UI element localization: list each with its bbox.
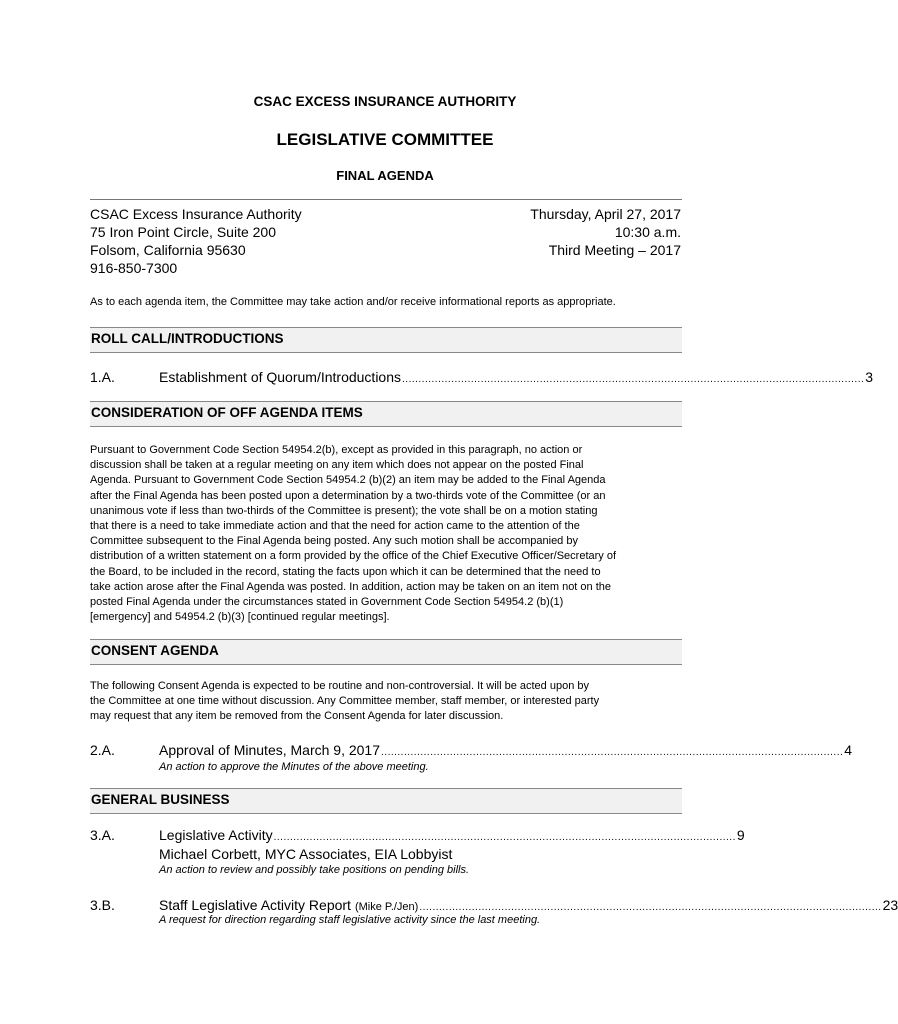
dot-leader: ............................................................................................................................................. [402,374,865,385]
paragraph-line: Agenda. Pursuant to Government Code Section 54954.2 (b)(2) an item may be added to the Final Agenda [90,474,606,487]
item-description: An action to review and possibly take positions on pending bills. [159,864,470,876]
section-header-roll-call [90,327,682,353]
item-description: An action to approve the Minutes of the above meeting. [159,761,429,773]
meeting-label: Third Meeting – 2017 [548,242,681,258]
section-title: CONSENT AGENDA [91,643,219,658]
agenda-item-2a [90,742,853,762]
item-number: 3.A. [90,827,115,843]
paragraph-line: discussion shall be taken at a regular meeting on any item which does not appear on the posted Final [90,459,584,472]
meeting-time: 10:30 a.m. [614,224,681,240]
header-divider [90,199,682,200]
item-number: 2.A. [90,742,115,758]
paragraph-line: Committee subsequent to the Final Agenda being posted. Any such motion shall be accompanied by [90,535,578,548]
meeting-block [530,205,681,259]
item-title: Approval of Minutes, March 9, 2017 [159,742,381,758]
item-number: 3.B. [90,897,115,913]
item-page: 23 [882,897,898,913]
dot-leader: ............................................................................................................................................. [419,902,882,913]
address-street: 75 Iron Point Circle, Suite 200 [90,224,276,240]
section-header-off-agenda [90,401,682,427]
meeting-date: Thursday, April 27, 2017 [530,206,681,222]
paragraph-line: the Board, to be included in the record, stating the facts upon which it can be determined that the need to [90,565,601,578]
paragraph-line: that there is a need to take immediate action and that the need for action came to the attention of the [90,520,580,533]
item-number: 1.A. [90,369,115,385]
section-title: GENERAL BUSINESS [91,792,230,807]
agenda-item-1a [90,369,874,389]
item-title: Establishment of Quorum/Introductions [159,369,402,385]
paragraph-line: may request that any item be removed from the Consent Agenda for later discussion. [90,710,504,723]
dot-leader: ............................................................................................................................................. [381,747,844,758]
item-page: 3 [865,369,874,385]
paragraph-line: unanimous vote if less than two-thirds of the Committee is present); the vote shall be on a motion stating [90,504,598,517]
paragraph-line: the Committee at one time without discussion. Any Committee member, staff member, or interested party [90,695,600,708]
item-page: 4 [844,742,853,758]
address-block [90,205,302,277]
paragraph-line: after the Final Agenda has been posted upon a determination by a two-thirds vote of the Committee (or an [90,489,606,502]
organization-title: CSAC EXCESS INSURANCE AUTHORITY [253,94,517,109]
item-page: 9 [736,827,745,843]
paragraph-line: take action arose after the Final Agenda was posted. In addition, action may be taken on an item not on the [90,580,612,593]
dot-leader: ............................................................................................................................................. [273,832,736,843]
section-title: CONSIDERATION OF OFF AGENDA ITEMS [91,405,363,420]
address-name: CSAC Excess Insurance Authority [90,206,302,222]
item-presenter: Michael Corbett, MYC Associates, EIA Lobbyist [159,846,453,862]
address-phone: 916-850-7300 [90,260,178,276]
section-title: ROLL CALL/INTRODUCTIONS [91,331,284,346]
section-header-general-business [90,788,682,814]
item-presenter: (Mike P./Jen) [354,901,419,913]
paragraph-line: [emergency] and 54954.2 (b)(3) [continued regular meetings]. [90,611,390,624]
consent-paragraph [90,679,682,725]
paragraph-line: distribution of a written statement on a form provided by the office of the Chief Executive Officer/Secretary of [90,550,617,563]
item-description: A request for direction regarding staff legislative activity since the last meeting. [159,914,541,926]
off-agenda-paragraph [90,443,682,625]
paragraph-line: posted Final Agenda under the circumstances stated in Government Code Section 54954.2 (b)(1) [90,596,564,609]
paragraph-line: Pursuant to Government Code Section 54954.2(b), except as provided in this paragraph, no action or [90,444,583,456]
agenda-type: FINAL AGENDA [336,168,434,183]
intro-note: As to each agenda item, the Committee may take action and/or receive informational reports as appropriate. [90,296,616,308]
item-title: Legislative Activity [159,827,273,843]
paragraph-line: The following Consent Agenda is expected to be routine and non-controversial. It will be acted upon by [90,680,589,692]
item-title: Staff Legislative Activity Report [159,897,351,913]
section-header-consent [90,639,682,665]
committee-title: LEGISLATIVE COMMITTEE [276,130,494,149]
address-city: Folsom, California 95630 [90,242,246,258]
agenda-item-3a [90,827,745,847]
